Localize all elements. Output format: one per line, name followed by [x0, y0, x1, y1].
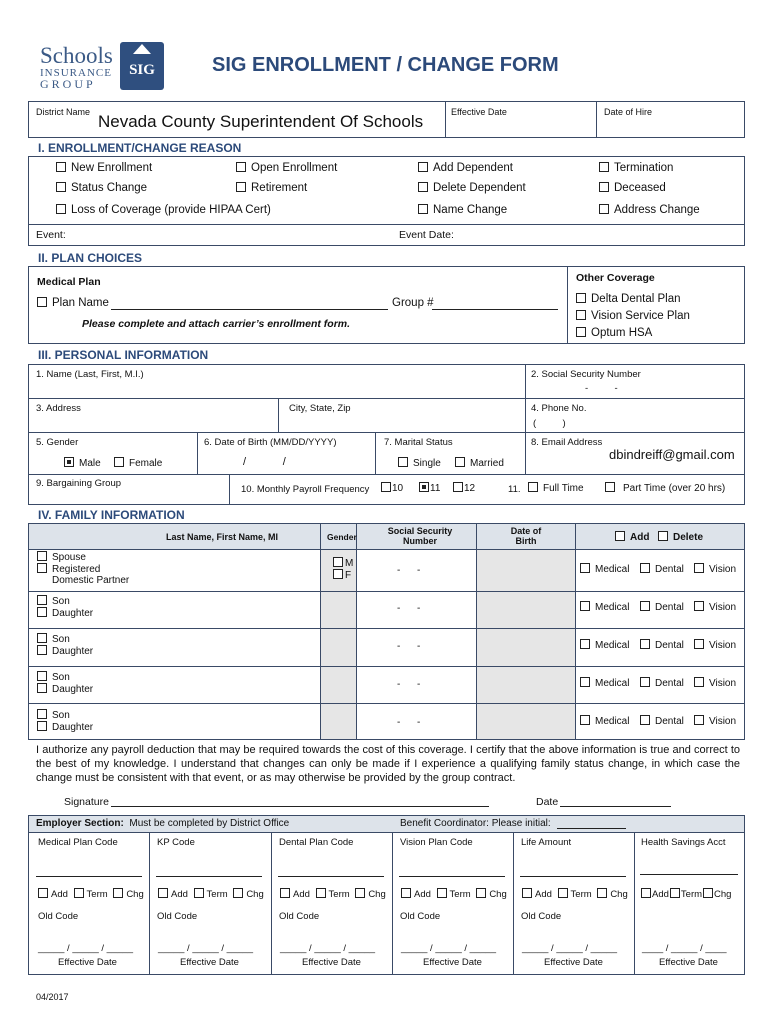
- employer-col: Health Savings Acct Add Term Chg ____ / _____ / ____ Effective Date: [640, 836, 742, 971]
- code-line[interactable]: [36, 876, 142, 877]
- section-enrollment-reason: I. ENROLLMENT/CHANGE REASON: [38, 141, 242, 155]
- name-change-checkbox[interactable]: Name Change: [418, 204, 507, 216]
- son-checkbox[interactable]: Son: [37, 671, 70, 683]
- employer-col: Medical Plan Code Add Term Chg Old Code _____ / _____ / _____ Effective Date: [38, 837, 144, 968]
- employer-col: KP Code Add Term Chg Old Code _____ / _____ / _____ Effective Date: [157, 837, 264, 968]
- chg-checkbox[interactable]: [355, 888, 365, 898]
- son-checkbox[interactable]: Son: [37, 633, 70, 645]
- event-field[interactable]: Event:: [36, 229, 66, 241]
- employer-col: Dental Plan Code Add Term Chg Old Code _____ / _____ / _____ Effective Date: [279, 837, 386, 968]
- code-line[interactable]: [640, 874, 738, 875]
- add-checkbox[interactable]: [38, 888, 48, 898]
- date-slashes[interactable]: _____ / _____ / _____: [280, 943, 376, 954]
- schoolhouse-icon: [133, 44, 151, 54]
- phone-field[interactable]: 4. Phone No.: [531, 403, 587, 414]
- form-title: SIG ENROLLMENT / CHANGE FORM: [212, 54, 559, 76]
- date-slashes[interactable]: _____ / _____ / _____: [522, 943, 618, 954]
- female-checkbox[interactable]: Female: [114, 457, 162, 469]
- old-code-label: Old Code: [521, 911, 562, 922]
- date-line[interactable]: [560, 806, 671, 807]
- col-name-header: Last Name, First Name, MI: [166, 532, 279, 542]
- son-checkbox[interactable]: Son: [37, 595, 70, 607]
- effective-date-label: Effective Date: [58, 957, 117, 968]
- dental-checkbox[interactable]: Dental: [640, 563, 684, 575]
- add-checkbox[interactable]: [158, 888, 168, 898]
- new-enrollment-checkbox[interactable]: New Enrollment: [56, 162, 152, 174]
- col-gender-header: Gender: [327, 532, 357, 542]
- marital-status-label: 7. Marital Status: [384, 437, 453, 448]
- employer-section-title: Employer Section: Must be completed by District Office: [36, 818, 290, 829]
- section-4-box: [28, 523, 745, 740]
- dental-plan-code-label: Dental Plan Code: [279, 837, 354, 848]
- city-state-zip-field[interactable]: City, State, Zip: [289, 403, 351, 414]
- delete-dependent-checkbox[interactable]: Delete Dependent: [418, 182, 526, 194]
- phone-parens: ( ): [533, 418, 566, 429]
- vision-checkbox[interactable]: Vision: [694, 639, 736, 651]
- signature-label: Signature: [64, 796, 109, 808]
- group-number-label: Group #: [392, 297, 434, 309]
- vision-checkbox[interactable]: Vision: [694, 563, 736, 575]
- col-ssn-header: Social Security Number: [387, 526, 453, 546]
- full-time-checkbox[interactable]: Full Time: [528, 482, 584, 494]
- term-checkbox[interactable]: [194, 888, 204, 898]
- item-11-label: 11.: [508, 484, 521, 495]
- add-header-checkbox[interactable]: Add: [615, 531, 649, 543]
- vision-checkbox[interactable]: Vision: [694, 677, 736, 689]
- form-version: 04/2017: [36, 992, 69, 1002]
- section-family-info: IV. FAMILY INFORMATION: [38, 508, 185, 522]
- gender-f-checkbox[interactable]: F: [333, 569, 351, 581]
- hsa-label: Health Savings Acct: [641, 837, 726, 848]
- code-line[interactable]: [399, 876, 505, 877]
- part-time-checkbox[interactable]: Part Time (over 20 hrs): [605, 482, 725, 494]
- date-slashes[interactable]: _____ / _____ / _____: [158, 943, 254, 954]
- carrier-form-note: Please complete and attach carrier’s enrollment form.: [82, 318, 351, 330]
- deceased-checkbox[interactable]: Deceased: [599, 182, 666, 194]
- term-checkbox[interactable]: [316, 888, 326, 898]
- term-checkbox[interactable]: [558, 888, 568, 898]
- plan-name-line[interactable]: [111, 309, 388, 310]
- ssn-dashes: - -: [397, 679, 421, 690]
- authorization-text: I authorize any payroll deduction that may be required towards the cost of this coverage. I certify that the above information is true and correct to the best of my knowledge. I understand that changes can only be made if I experience a qualifying family status change, in which case the change must be consistent with that event, or as may otherwise be provided by the group contract.: [36, 744, 740, 784]
- coordinator-initial: Benefit Coordinator: Please initial:: [400, 818, 551, 829]
- open-enrollment-checkbox[interactable]: Open Enrollment: [236, 162, 337, 174]
- dob-slashes: / /: [243, 456, 286, 468]
- daughter-checkbox[interactable]: Daughter: [37, 645, 93, 657]
- medical-checkbox[interactable]: Medical: [580, 715, 629, 727]
- dental-checkbox[interactable]: Dental: [640, 601, 684, 613]
- chg-checkbox[interactable]: [703, 888, 713, 898]
- vision-checkbox[interactable]: Vision: [694, 601, 736, 613]
- district-name-label: District Name: [36, 107, 91, 117]
- chg-checkbox[interactable]: [113, 888, 123, 898]
- retirement-checkbox[interactable]: Retirement: [236, 182, 307, 194]
- section-personal-info: III. PERSONAL INFORMATION: [38, 348, 209, 362]
- add-checkbox[interactable]: [401, 888, 411, 898]
- dob-field[interactable]: 6. Date of Birth (MM/DD/YYYY): [204, 437, 337, 448]
- vision-plan-code-label: Vision Plan Code: [400, 837, 473, 848]
- termination-checkbox[interactable]: Termination: [599, 162, 673, 174]
- old-code-label: Old Code: [279, 911, 320, 922]
- date-slashes[interactable]: _____ / _____ / _____: [401, 943, 497, 954]
- date-slashes[interactable]: ____ / _____ / ____: [642, 943, 727, 954]
- chg-checkbox[interactable]: [597, 888, 607, 898]
- medical-checkbox[interactable]: Medical: [580, 677, 629, 689]
- term-checkbox[interactable]: [437, 888, 447, 898]
- old-code-label: Old Code: [400, 911, 441, 922]
- married-checkbox[interactable]: Married: [455, 457, 504, 469]
- name-field[interactable]: 1. Name (Last, First, M.I.): [36, 369, 144, 380]
- payroll-11-checkbox[interactable]: 11: [419, 482, 440, 494]
- payroll-12-checkbox[interactable]: 12: [453, 482, 475, 494]
- term-checkbox[interactable]: [670, 888, 680, 898]
- signature-line[interactable]: [111, 806, 489, 807]
- gender-m-checkbox[interactable]: M: [333, 557, 353, 569]
- employer-col: Vision Plan Code Add Term Chg Old Code _____ / _____ / _____ Effective Date: [400, 837, 507, 968]
- ssn-dashes: - -: [397, 641, 421, 652]
- effective-date-label: Effective Date: [423, 957, 482, 968]
- date-of-hire-field[interactable]: Date of Hire: [604, 107, 653, 117]
- add-checkbox[interactable]: [280, 888, 290, 898]
- ssn-dashes: - -: [397, 603, 421, 614]
- plan-name-checkbox[interactable]: Plan Name: [37, 297, 109, 309]
- payroll-10-checkbox[interactable]: 10: [381, 482, 403, 494]
- address-field[interactable]: 3. Address: [36, 403, 81, 414]
- coordinator-initial-line[interactable]: [557, 828, 626, 829]
- logo: [36, 40, 168, 92]
- date-slashes[interactable]: _____ / _____ / _____: [38, 943, 134, 954]
- medical-plan-heading: Medical Plan: [37, 276, 101, 288]
- address-change-checkbox[interactable]: Address Change: [599, 204, 700, 216]
- chg-checkbox[interactable]: [476, 888, 486, 898]
- employer-col: Life Amount Add Term Chg Old Code _____ / _____ / _____ Effective Date: [521, 837, 628, 968]
- ssn-dashes: - -: [397, 717, 421, 728]
- dental-checkbox[interactable]: Dental: [640, 639, 684, 651]
- delete-header-checkbox[interactable]: Delete: [658, 531, 703, 543]
- section-plan-choices: II. PLAN CHOICES: [38, 251, 143, 265]
- old-code-label: Old Code: [157, 911, 198, 922]
- code-line[interactable]: [520, 876, 626, 877]
- logo-badge-text: SIG: [129, 62, 155, 78]
- daughter-checkbox[interactable]: Daughter: [37, 721, 93, 733]
- add-dependent-checkbox[interactable]: Add Dependent: [418, 162, 513, 174]
- email-field[interactable]: dbindreiff@gmail.com: [609, 447, 735, 462]
- effective-date-label: Effective Date: [302, 957, 361, 968]
- group-number-line[interactable]: [432, 309, 558, 310]
- bargaining-group-field[interactable]: 9. Bargaining Group: [36, 478, 122, 489]
- event-date-field[interactable]: Event Date:: [399, 229, 454, 241]
- vision-service-checkbox[interactable]: Vision Service Plan: [576, 310, 690, 322]
- district-name-field[interactable]: Nevada County Superintendent Of Schools: [98, 112, 424, 131]
- code-line[interactable]: [278, 876, 384, 877]
- effective-date-label: Effective Date: [544, 957, 603, 968]
- effective-date-field[interactable]: Effective Date: [451, 107, 507, 117]
- single-checkbox[interactable]: Single: [398, 457, 441, 469]
- add-checkbox[interactable]: [641, 888, 651, 898]
- vision-checkbox[interactable]: Vision: [694, 715, 736, 727]
- life-amount-label: Life Amount: [521, 837, 572, 848]
- other-coverage-heading: Other Coverage: [576, 272, 655, 284]
- kp-code-label: KP Code: [157, 837, 195, 848]
- term-checkbox[interactable]: [74, 888, 84, 898]
- delta-dental-checkbox[interactable]: Delta Dental Plan: [576, 293, 681, 305]
- son-checkbox[interactable]: Son: [37, 709, 70, 721]
- chg-checkbox[interactable]: [233, 888, 243, 898]
- status-change-checkbox[interactable]: Status Change: [56, 182, 147, 194]
- loss-of-coverage-checkbox[interactable]: Loss of Coverage (provide HIPAA Cert): [56, 204, 271, 216]
- gender-label: 5. Gender: [36, 437, 79, 448]
- dental-checkbox[interactable]: Dental: [640, 677, 684, 689]
- logo-insurance: INSURANCE: [40, 67, 112, 79]
- medical-checkbox[interactable]: Medical: [580, 563, 629, 575]
- medical-checkbox[interactable]: Medical: [580, 601, 629, 613]
- col-dob-header: Date of Birth: [510, 526, 542, 546]
- date-label: Date: [536, 796, 559, 808]
- add-checkbox[interactable]: [522, 888, 532, 898]
- ssn-dashes: - -: [585, 383, 618, 394]
- daughter-checkbox[interactable]: Daughter: [37, 607, 93, 619]
- email-label: 8. Email Address: [531, 437, 603, 448]
- domestic-partner-label: Domestic Partner: [52, 575, 130, 586]
- male-checkbox[interactable]: Male: [64, 457, 101, 469]
- code-line[interactable]: [156, 876, 262, 877]
- medical-plan-code-label: Medical Plan Code: [38, 837, 118, 848]
- spouse-checkbox[interactable]: Spouse: [37, 551, 86, 563]
- ssn-field[interactable]: 2. Social Security Number: [531, 369, 641, 380]
- registered-checkbox[interactable]: Registered: [37, 563, 100, 575]
- logo-schools: Schools: [40, 43, 113, 68]
- effective-date-label: Effective Date: [180, 957, 239, 968]
- logo-group: GROUP: [40, 77, 96, 91]
- ssn-dashes: - -: [397, 565, 421, 576]
- daughter-checkbox[interactable]: Daughter: [37, 683, 93, 695]
- medical-checkbox[interactable]: Medical: [580, 639, 629, 651]
- dental-checkbox[interactable]: Dental: [640, 715, 684, 727]
- effective-date-label: Effective Date: [659, 957, 718, 968]
- payroll-frequency-label: 10. Monthly Payroll Frequency: [241, 484, 370, 495]
- old-code-label: Old Code: [38, 911, 79, 922]
- optum-hsa-checkbox[interactable]: Optum HSA: [576, 327, 652, 339]
- logo-badge: [120, 42, 164, 90]
